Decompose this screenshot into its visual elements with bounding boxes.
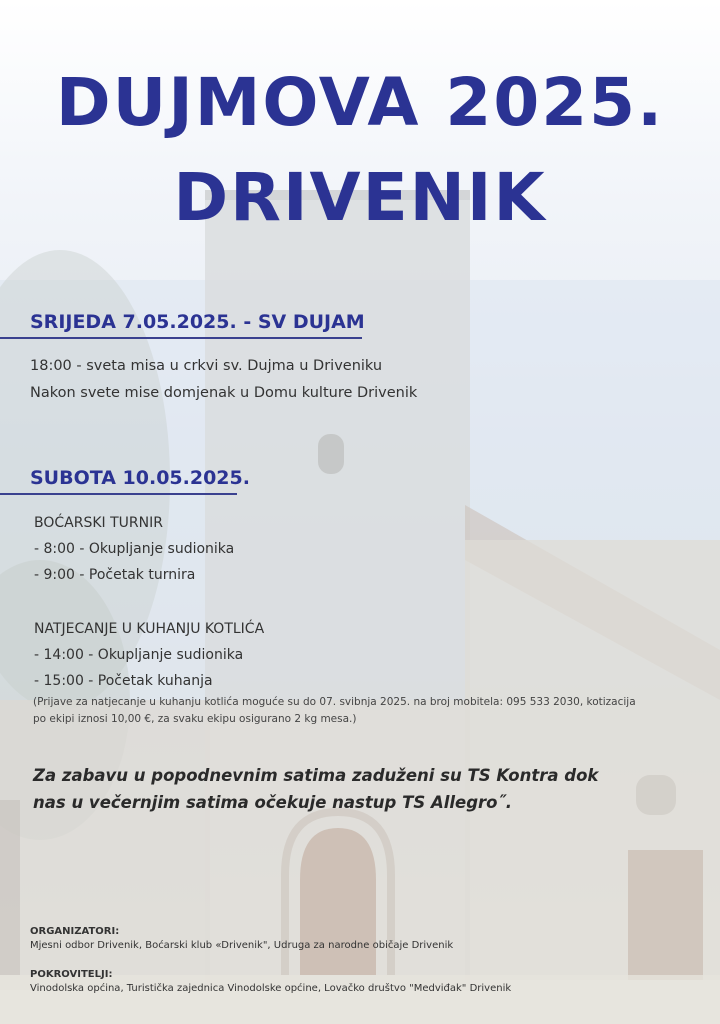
wednesday-line-2: Nakon svete mise domjenak u Domu kulture Drivenik bbox=[30, 385, 418, 401]
kotlic-item-2: - 15:00 - Početak kuhanja bbox=[34, 673, 213, 689]
kotlic-note-line2: po ekipi iznosi 10,00 €, za svaku ekipu osigurano 2 kg mesa.) bbox=[33, 713, 357, 725]
bocarski-item-2: - 9:00 - Početak turnira bbox=[34, 567, 196, 583]
sponsors-heading: POKROVITELJI: bbox=[30, 969, 113, 980]
poster-title-line2: DRIVENIK bbox=[173, 159, 547, 236]
saturday-heading: SUBOTA 10.05.2025. bbox=[30, 467, 250, 489]
kotlic-item-1: - 14:00 - Okupljanje sudionika bbox=[34, 647, 244, 663]
entertainment-line1: Za zabavu u popodnevnim satima zaduženi su TS Kontra dok bbox=[33, 766, 599, 785]
entertainment-line2: nas u večernjim satima očekuje nastup TS Allegro˝. bbox=[33, 793, 513, 812]
poster-title-line1: DUJMOVA 2025. bbox=[55, 64, 665, 141]
wednesday-heading-rule bbox=[0, 337, 362, 339]
wednesday-line-1: 18:00 - sveta misa u crkvi sv. Dujma u Driveniku bbox=[30, 358, 383, 374]
saturday-heading-rule bbox=[0, 493, 237, 495]
bocarski-item-1: - 8:00 - Okupljanje sudionika bbox=[34, 541, 235, 557]
organizers-heading: ORGANIZATORI: bbox=[30, 926, 120, 937]
kotlic-note-line1: (Prijave za natjecanje u kuhanju kotlića moguće su do 07. svibnja 2025. na broj mobitela: 095 533 2030, kotizacija bbox=[33, 696, 636, 708]
wednesday-heading: SRIJEDA 7.05.2025. - SV DUJAM bbox=[30, 311, 365, 333]
bocarski-title: BOĆARSKI TURNIR bbox=[34, 515, 163, 531]
sponsors-text: Vinodolska općina, Turistička zajednica Vinodolske općine, Lovačko društvo "Medviđak" Drivenik bbox=[30, 983, 512, 994]
kotlic-title: NATJECANJE U KUHANJU KOTLIĆA bbox=[34, 621, 265, 637]
organizers-text: Mjesni odbor Drivenik, Boćarski klub «Drivenik", Udruga za narodne običaje Drivenik bbox=[30, 940, 454, 951]
